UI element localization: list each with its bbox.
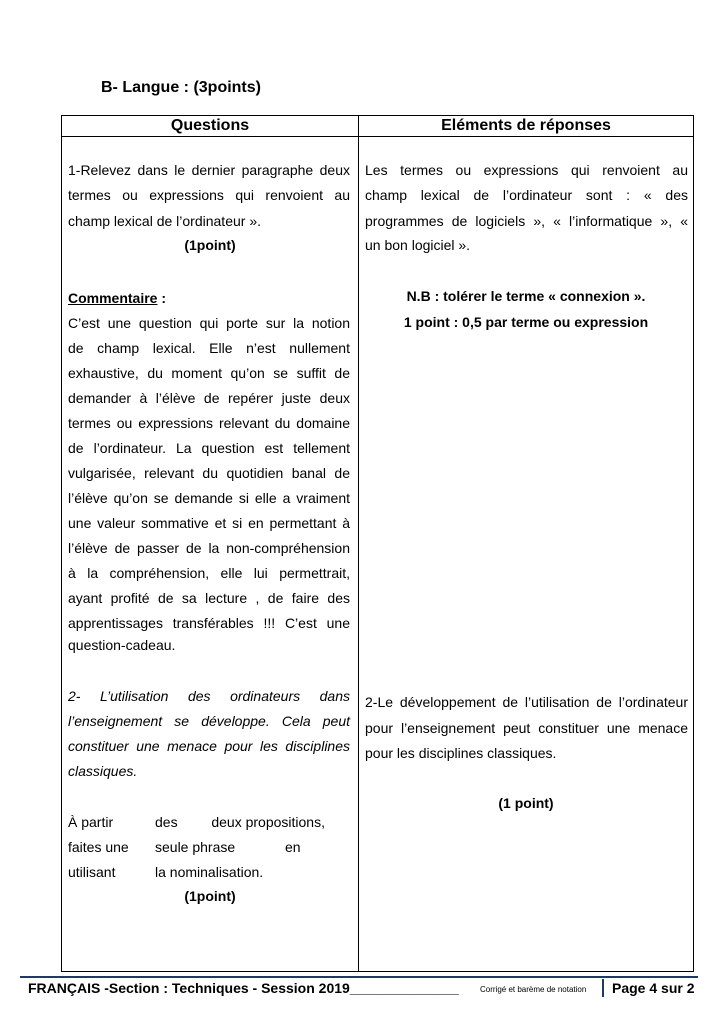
q2-line: 2- L’utilisation des ordinateurs dans (68, 688, 350, 704)
r2-line: pour l’enseignement peut constituer une menace (365, 720, 688, 736)
page-number: Page 4 sur 2 (612, 980, 695, 996)
comment-line: une valeur sommative et si en permettant à (68, 515, 350, 531)
footer-rule (20, 976, 698, 978)
instruction-word: des (155, 814, 178, 830)
instruction-word: la nominalisation. (155, 864, 264, 880)
comment-line: demander à l’élève de repérer juste deux (68, 390, 350, 406)
r2-line: 2-Le développement de l’utilisation de l’ordinateur (365, 694, 688, 710)
instruction-word: À partir (68, 814, 114, 830)
q1-line: champ lexical de l’ordinateur ». (68, 213, 261, 229)
instruction-word: deux propositions, (211, 814, 325, 830)
footer-title: FRANÇAIS -Section : Techniques - Session 2019______________ (28, 980, 459, 996)
instruction-word: seule phrase (155, 839, 236, 855)
comment-colon: : (157, 290, 167, 306)
footer-separator (602, 979, 604, 997)
r1-last-line: un bon logiciel ». (365, 237, 471, 253)
comment-line: apprentissages transférables !!! C’est une (68, 615, 350, 631)
comment-line: termes ou expressions relevant du domaine (68, 415, 350, 431)
comment-line: C’est une question qui porte sur la notion (68, 315, 350, 331)
section-title: B- Langue : (3points) (101, 79, 261, 96)
comment-line: ayant profité de sa lecture , de faire des (68, 590, 350, 606)
footer-subtitle: Corrigé et barème de notation (480, 985, 587, 994)
comment-label: Commentaire (68, 290, 158, 306)
comment-line: de l’ordinateur. La question est tellement (68, 440, 350, 456)
comment-line: l’élève de passer de la non-compréhension (68, 540, 350, 556)
instruction-word: en (285, 839, 301, 855)
q1-line: termes ou expressions qui renvoient au (68, 187, 350, 203)
q2-last-line: classiques. (68, 763, 138, 779)
instruction-word: faites une (68, 839, 129, 855)
comment-line: de champ lexical. Elle n’est nullement (68, 340, 350, 356)
comment-line: exhaustive, du moment qu’on se suffit de (68, 365, 350, 381)
comment-line: l’élève qu’on se demande si elle a vraiment (68, 490, 350, 506)
r2-last-line: pour les disciplines classiques. (365, 745, 557, 761)
q2-line: constituer une menace pour les disciplines (68, 738, 350, 754)
q1-line: 1-Relevez dans le dernier paragraphe deux (68, 162, 350, 178)
r1-line: Les termes ou expressions qui renvoient au (365, 162, 688, 178)
comment-line: à la compréhension, elle lui permettrait, (68, 565, 350, 581)
comment-last-line: question-cadeau. (68, 637, 176, 653)
q2-line: l’enseignement se développe. Cela peut (68, 713, 350, 729)
r1-line: programmes de logiciels », « l’informatique », « (365, 213, 688, 229)
answer-table (61, 115, 694, 972)
column-divider (358, 116, 359, 971)
header-answers: Eléments de réponses (441, 117, 611, 134)
header-questions: Questions (170, 117, 250, 134)
r1-scoring: 1 point : 0,5 par terme ou expression (403, 314, 649, 330)
r2-points: (1 point) (498, 795, 554, 811)
instruction-word: utilisant (68, 864, 116, 880)
comment-line: vulgarisée, relevant du quotidien banal de (68, 465, 350, 481)
comment-heading (68, 286, 350, 311)
q1-points: (1point) (184, 237, 236, 253)
q2-points: (1point) (184, 888, 236, 904)
r1-nb: N.B : tolérer le terme « connexion ». (406, 288, 646, 304)
r1-line: champ lexical de l’ordinateur sont : « des (365, 187, 688, 203)
